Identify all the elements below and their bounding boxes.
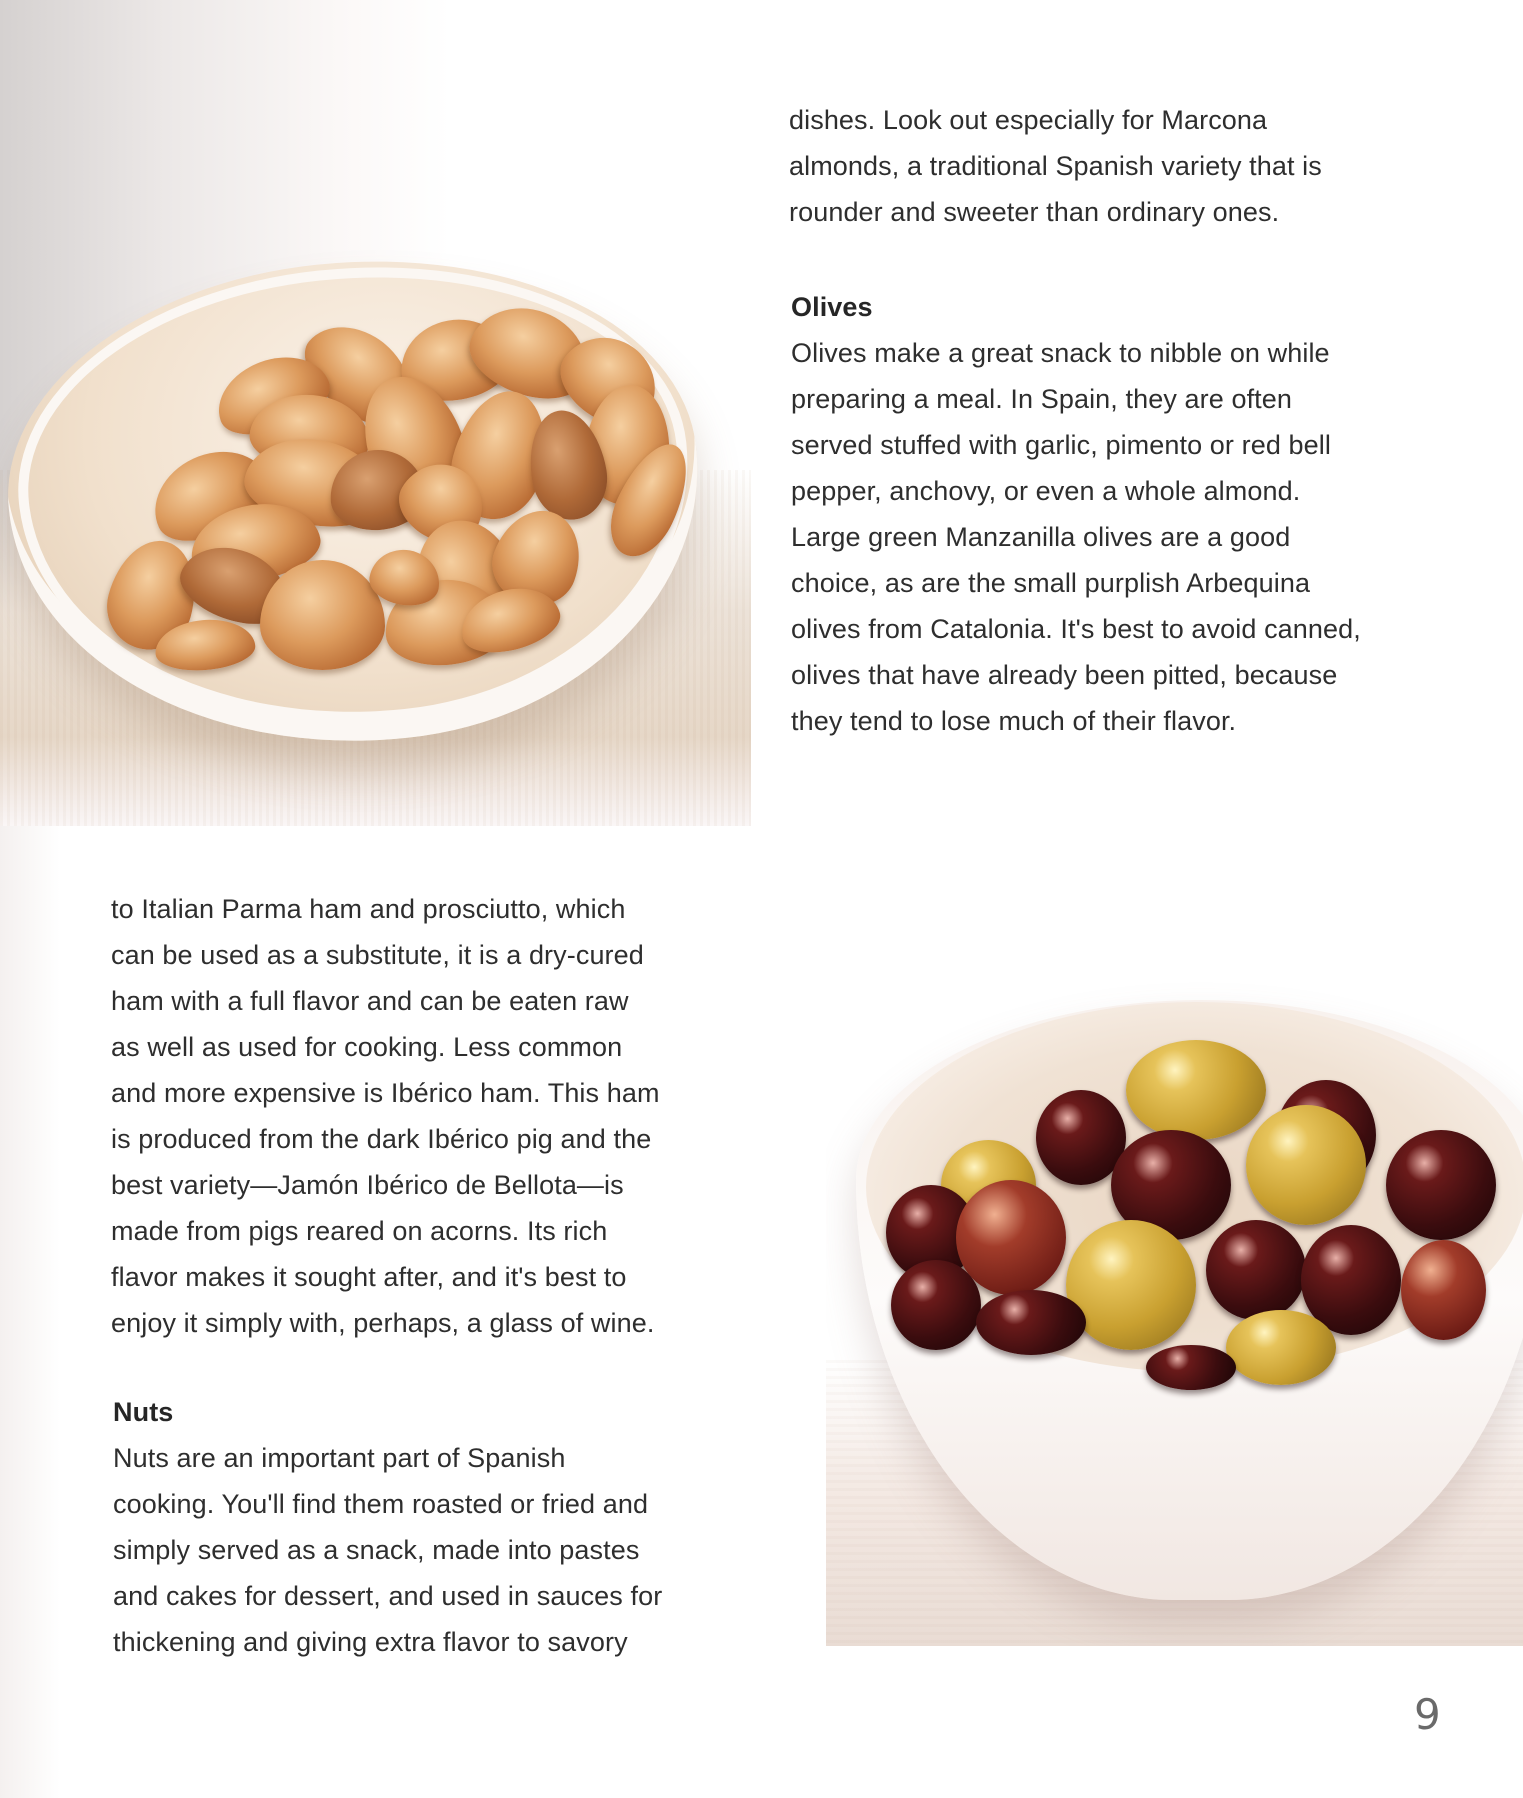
- text-line: ham with a full flavor and can be eaten raw: [111, 986, 629, 1016]
- text-line: as well as used for cooking. Less common: [111, 1032, 623, 1062]
- text-line: pepper, anchovy, or even a whole almond.: [791, 476, 1301, 506]
- text-line: preparing a meal. In Spain, they are often: [791, 384, 1293, 414]
- text-line: Large green Manzanilla olives are a good: [791, 522, 1291, 552]
- text-line: is produced from the dark Ibérico pig and the: [111, 1124, 652, 1154]
- text-line: made from pigs reared on acorns. Its rich: [111, 1216, 608, 1246]
- text-line: they tend to lose much of their flavor.: [791, 706, 1237, 736]
- text-line: to Italian Parma ham and prosciutto, which: [111, 894, 626, 924]
- marcona-paragraph: [789, 97, 1322, 235]
- text-line: Nuts are an important part of Spanish: [113, 1443, 566, 1473]
- text-line: served stuffed with garlic, pimento or red bell: [791, 430, 1331, 460]
- text-line: can be used as a substitute, it is a dry-cured: [111, 940, 644, 970]
- text-line: almonds, a traditional Spanish variety that is: [789, 151, 1322, 181]
- text-line: olives from Catalonia. It's best to avoid canned,: [791, 614, 1361, 644]
- text-line: flavor makes it sought after, and it's best to: [111, 1262, 627, 1292]
- text-line: olives that have already been pitted, because: [791, 660, 1338, 690]
- text-line: and cakes for dessert, and used in sauces for: [113, 1581, 663, 1611]
- text-line: choice, as are the small purplish Arbequina: [791, 568, 1311, 598]
- olives-photo: [826, 940, 1523, 1646]
- text-line: best variety—Jamón Ibérico de Bellota—is: [111, 1170, 624, 1200]
- ham-paragraph: [111, 886, 660, 1346]
- olives-section: [791, 284, 1361, 744]
- text-line: and more expensive is Ibérico ham. This ham: [111, 1078, 660, 1108]
- text-line: rounder and sweeter than ordinary ones.: [789, 197, 1280, 227]
- almonds-photo: [0, 0, 751, 826]
- text-line: cooking. You'll find them roasted or fried and: [113, 1489, 649, 1519]
- text-line: dishes. Look out especially for Marcona: [789, 105, 1268, 135]
- text-line: thickening and giving extra flavor to savory: [113, 1627, 628, 1657]
- text-line: simply served as a snack, made into pastes: [113, 1535, 640, 1565]
- nuts-heading: Nuts: [113, 1397, 174, 1427]
- olives-heading: Olives: [791, 292, 873, 322]
- page-number: 9: [1414, 1690, 1441, 1739]
- nuts-section: [113, 1389, 662, 1665]
- text-line: Olives make a great snack to nibble on while: [791, 338, 1330, 368]
- text-line: enjoy it simply with, perhaps, a glass of wine.: [111, 1308, 655, 1338]
